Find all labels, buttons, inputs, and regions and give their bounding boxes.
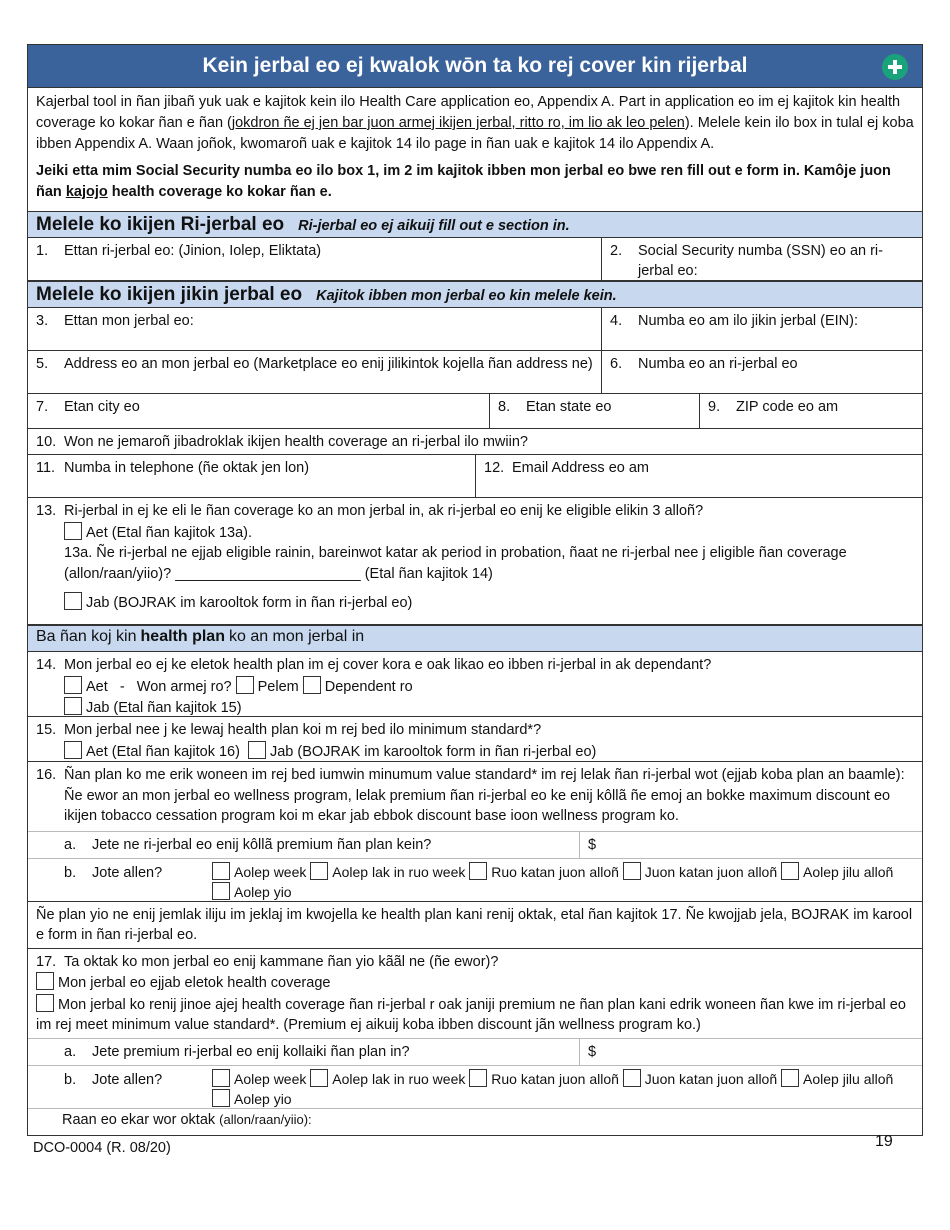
question-13: 13. Ri-jerbal in ej ke eli le ñan coverage ko an mon jerbal in, ak ri-jerbal eo enij ke eligible elikin 3 alloñ? Aet (Etal ñan kajitok 13a). 13a. Ñe ri-jerbal ne ejjab eligible rainin, bareinwot katar ak period in probation, ñaat ne ri-jerbal nee j eligible ñan coverage (allon/raan/yiio)? _______________________ (Etal ñan kajitok 14) Jab (BOJRAK im karooltok form in ñan ri-jerbal eo) — [28, 498, 922, 624]
employer-phone-field[interactable]: 6. Numba eo an ri-jerbal eo — [601, 351, 922, 393]
intro-paragraph-1: Kajerbal tool in ñan jibañ yuk uak e kajitok kein ilo Health Care application eo, Appendix A. Part in application eo im ej kajitok kin health coverage ko kokar ñan e ñan (jokdron ñe ej jen bar juon armej ikijen jerbal, ritto ro, im lio ak leo pelen). Melele kein ilo box in tulal ej koba ibben Appendix A. Waan joñok, kwomaroñ uak e kajitok 14 ilo page in ñan uak e kajitok 14 ilo Appendix A. — [36, 94, 914, 152]
employee-name-field[interactable]: 1. Ettan ri-jerbal eo: (Jinion, Iolep, Eliktata) — [36, 243, 322, 259]
employer-address-field[interactable]: 5. Address eo an mon jerbal eo (Marketplace eo enij jilikintok kojella ñan address ne) — [36, 356, 593, 372]
row-q14 — [28, 652, 922, 717]
q14-no-checkbox[interactable] — [64, 697, 82, 715]
q17-premium-amount-field[interactable]: $ — [579, 1039, 922, 1065]
q14-spouse-checkbox[interactable] — [236, 676, 254, 694]
contact-phone-field[interactable]: 11. Numba in telephone (ñe oktak jen lon) — [36, 460, 310, 476]
q14-dependents-checkbox[interactable] — [303, 676, 321, 694]
state-field[interactable]: 8. Etan state eo — [489, 394, 699, 428]
question-16: 16. Ñan plan ko me erik woneen im rej bed iumwin minumum value standard* im rej lelak ñan ri-jerbal wot (ejjab koba plan an baamle): Ñe ewor an mon jerbal eo wellness program, lelak premium ñan ri-jerbal eo ke enij kôllã ñe emoj an bokke maximum discount eo ikijen tobacco cessation program koi m ekar jab ebbok discount base ioon wellness program ko. a. Jete ne ri-jerbal eo enij kôllã premium ñan plan kein? $ b. Jote allen? Aolep week Aolep lak in ruo week Ruo katan juon alloñ Juon katan juon alloñ Aolep jilu alloñ Aolep yio — [28, 762, 922, 901]
q16-freq-monthly-checkbox[interactable] — [623, 862, 641, 880]
q16-freq-quarterly-checkbox[interactable] — [781, 862, 799, 880]
row-q16 — [28, 762, 922, 902]
row-q1-q2 — [28, 238, 922, 281]
section-health-plan: Ba ñan koj kin health plan ko an mon jerbal in — [28, 625, 922, 652]
q17-freq-yearly-checkbox[interactable] — [212, 1089, 230, 1107]
q16-note-text: Ñe plan yio ne enij jemlak iliju im jeklaj im kwojella ke health plan kani renij oktak, etal ñan kajitok 17. Ñe kwojjab jela, BOJRAK im karool e form in ñan ri-jerbal eo. — [36, 906, 913, 943]
row-q5-q6 — [28, 351, 922, 394]
q13a-text: 13a. Ñe ri-jerbal ne ejjab eligible rainin, bareinwot katar ak period in probation, ñaat ne ri-jerbal nee j eligible ñan coverage (allon/raan/yiio)? _______________________ (Etal ñan kajitok 14) — [64, 545, 847, 582]
q16-premium-amount-field[interactable]: $ — [579, 832, 922, 858]
intro-paragraph-2: Jeiki etta mim Social Security numba eo ilo box 1, im 2 im kajitok ibben mon jerbal eo bwe ren fill out e form in. Kamôje juon ñan kajojo health coverage ko kokar ñan e. — [36, 163, 891, 200]
row-q15 — [28, 717, 922, 762]
form-code: DCO-0004 (R. 08/20) — [33, 1140, 171, 1156]
q15-yes-checkbox[interactable] — [64, 741, 82, 759]
q17-freq-quarterly-checkbox[interactable] — [781, 1069, 799, 1087]
question-17: 17. Ta oktak ko mon jerbal eo enij kammane ñan yio kããl ne (ñe ewor)? Mon jerbal eo ejjab eletok health coverage Mon jerbal ko renij jinoe ajej health coverage ñan ri-jerbal r oak janiji premium ne ñan plan kani edrik woneen ñan kwe im ri-jerbal eo im rej meet minimum value standard*. (Premium ej aikuij koba ibben discount jãn wellness program ko.) a. Jete premium ri-jerbal eo enij kollaiki ñan plan in? $ b. Jote allen? Aolep week Aolep lak in ruo week Ruo katan juon alloñ Juon katan juon alloñ Aolep jilu alloñ Aolep yio Raan eo ekar wor oktak (allon/raan/yiio): — [28, 949, 922, 1135]
q17-freq-weekly-checkbox[interactable] — [212, 1069, 230, 1087]
zip-field[interactable]: 9. ZIP code eo am — [699, 394, 922, 428]
q17-start-coverage-checkbox[interactable] — [36, 994, 54, 1012]
row-q10 — [28, 429, 922, 455]
section-employee-info — [28, 211, 922, 238]
q17-freq-monthly-checkbox[interactable] — [623, 1069, 641, 1087]
q16-freq-weekly-checkbox[interactable] — [212, 862, 230, 880]
q15-no-checkbox[interactable] — [248, 741, 266, 759]
q16-freq-yearly-checkbox[interactable] — [212, 882, 230, 900]
employer-ein-field[interactable]: 4. Numba eo am ilo jikin jerbal (EIN): — [601, 308, 922, 350]
section-title: Melele ko ikijen jikin jerbal eo — [36, 284, 303, 305]
intro-text — [28, 88, 922, 211]
employer-name-field[interactable]: 3. Ettan mon jerbal eo: — [36, 313, 194, 329]
page-number: 19 — [875, 1133, 893, 1150]
q16-frequency-options: Aolep week Aolep lak in ruo week Ruo katan juon alloñ Juon katan juon alloñ Aolep jilu alloñ Aolep yio — [208, 859, 922, 901]
q14-yes-checkbox[interactable] — [64, 676, 82, 694]
question-15: 15. Mon jerbal nee j ke lewaj health plan koi m rej bed ilo minimum standard*? Aet (Etal ñan kajitok 16) Jab (BOJRAK im karooltok form in ñan ri-jerbal eo) — [36, 722, 597, 760]
row-q11-q12 — [28, 455, 922, 498]
q16-freq-semimonthly-checkbox[interactable] — [469, 862, 487, 880]
q17-frequency-options: Aolep week Aolep lak in ruo week Ruo katan juon alloñ Juon katan juon alloñ Aolep jilu alloñ Aolep yio — [208, 1066, 922, 1108]
q16-freq-biweekly-checkbox[interactable] — [310, 862, 328, 880]
q17-freq-semimonthly-checkbox[interactable] — [469, 1069, 487, 1087]
section-title: Melele ko ikijen Ri-jerbal eo — [36, 214, 285, 235]
section-employer-info — [28, 281, 922, 308]
question-14: 14. Mon jerbal eo ej ke eletok health plan im ej cover kora e oak likao eo ibben ri-jerbal in ak dependant? Aet - Won armej ro? Pelem Dependent ro Jab (Etal ñan kajitok 15) — [36, 657, 712, 716]
row-q13 — [28, 498, 922, 625]
contact-email-field[interactable]: 12. Email Address eo am — [475, 455, 922, 497]
employer-coverage-form — [27, 44, 923, 1136]
section-note: Kajitok ibben mon jerbal eo kin melele kein. — [316, 288, 617, 304]
employee-ssn-field[interactable]: 2. Social Security numba (SSN) eo an ri-jerbal eo: — [601, 238, 922, 280]
row-note-16 — [28, 902, 922, 949]
form-title: Kein jerbal eo ej kwalok wōn ta ko rej cover kin rijerbal — [202, 54, 748, 77]
q13-no-checkbox[interactable] — [64, 592, 82, 610]
row-q3-q4 — [28, 308, 922, 351]
q17-change-date-field[interactable]: Raan eo ekar wor oktak (allon/raan/yiio): — [28, 1108, 922, 1135]
city-field[interactable]: 7. Etan city eo — [36, 399, 140, 415]
row-q17 — [28, 949, 922, 1135]
contact-person-field[interactable]: 10. Won ne jemaroñ jibadroklak ikijen health coverage an ri-jerbal ilo mwiin? — [36, 434, 528, 450]
section-note: Ri-jerbal eo ej aikuij fill out e section in. — [298, 218, 570, 234]
q17-freq-biweekly-checkbox[interactable] — [310, 1069, 328, 1087]
q17-no-coverage-checkbox[interactable] — [36, 972, 54, 990]
plus-icon — [882, 54, 908, 80]
q13-yes-checkbox[interactable] — [64, 522, 82, 540]
form-title-bar — [28, 45, 922, 88]
row-q7-q9 — [28, 394, 922, 429]
